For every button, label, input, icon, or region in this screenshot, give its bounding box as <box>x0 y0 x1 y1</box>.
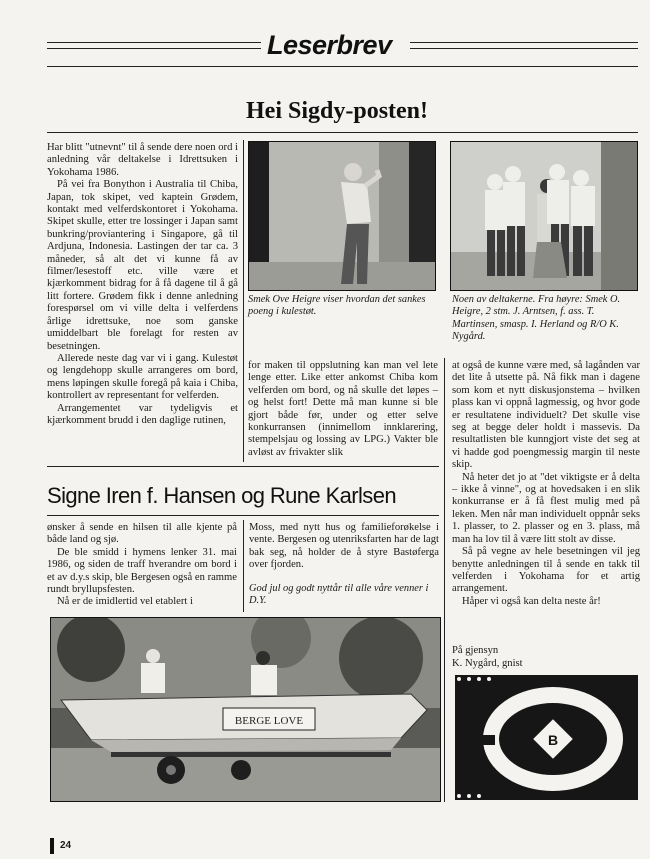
article1-col1-paragraph: På vei fra Bonython i Australia til Chiba, Japan, tok skipet, ved kaptein Grødem, kontakt med velferdskontoret i Yokohama. Skipet skulle, etter tre lossinger i Japan samt bunkring/proviantering i Singapore, gå til Ardjuna, Indonesia. Lastingen der tar ca. 3 måneder, så alt det vi kunne få av filmer/lesestoff etc. ville være et kjærkomment bidrag for å få dagene til å gå litt fortere. Grødem fikk i denne anledning forespørsel om vi ville delta i velferdens årlige idrettsuke, noe som ganske umiddelbart ble forelagt for resten av besetningen. <box>47 179 238 352</box>
header-rule-right-top <box>410 42 638 43</box>
team-caption: Noen av deltakerne. Fra høyre: Smek O. Heigre, 2 stm. J. Arntsen, f. ass. T. Martinsen, smasp. I. Herland og R/O K. Nygård. <box>452 294 621 343</box>
section-title: Leserbrev <box>267 30 392 60</box>
article1-column1 <box>47 142 238 462</box>
article2-column2 <box>249 522 439 572</box>
article2-col1-paragraph: De ble smidd i hymens lenker 31. mai 1986, og siden de traff hverandre om bord i et av d.y.s skip, ble Bergesen også en ramme rundt bryllupsfesten. <box>47 546 237 596</box>
article1-column2 <box>248 360 438 464</box>
article1-col1-paragraph: Har blitt "utnevnt" til å sende dere noen ord i anledning vår deltakelse i Idrettsuken i Yokohama 1986. <box>47 142 238 178</box>
article2-col2-paragraph: Moss, med nytt hus og familieforøkelse i vente. Bergesen og utenriksfarten har de lagt bak seg, nå holder de å styre Bastøferga over fjorden. <box>249 522 439 571</box>
shot-put-caption: Smek Ove Heigre viser hvordan det sankes poeng i kulestøt. <box>248 294 426 318</box>
team-photo <box>450 141 638 291</box>
column-divider <box>243 140 244 462</box>
article1-col3-paragraph: at også de kunne være med, så lagånden var det lite å utsette på. Nå fikk man i dagene som kom et nytt diskusjonstema – hvilken plass kan vi oppnå lagmessig, og hvor gode er resultatene individuelt? Det skulle vise seg at begge deler holdt i massevis. Da resultatlisten ble kunngjort viste det seg at vi hadde god poengmessig margin til neste skip. <box>452 360 640 471</box>
shot-put-photo <box>248 141 436 291</box>
svg-text:B: B <box>547 732 559 748</box>
article1-column3 <box>452 360 640 630</box>
article2-top-rule <box>47 466 439 467</box>
article2-greeting: God jul og godt nyttår til alle våre venner i D.Y. <box>249 583 429 607</box>
signature: K. Nygård, gnist <box>452 658 523 669</box>
signoff: På gjensyn <box>452 645 499 656</box>
wedding-boat-photo <box>50 617 441 802</box>
article1-col3-paragraph: Så på vegne av hele besetningen vil jeg benytte anledningen til å sende en takk til velferden i Yokohama for et artig arrangement. <box>452 546 640 595</box>
header-rule-full <box>47 66 638 67</box>
column-divider <box>444 358 445 802</box>
article2-title: Signe Iren f. Hansen og Rune Karlsen <box>47 483 396 508</box>
header-rule-left-top <box>47 42 261 43</box>
article2-column1 <box>47 522 237 612</box>
article1-title: Hei Sigdy-posten! <box>246 98 429 124</box>
article2-title-rule <box>47 515 439 516</box>
header-rule-left-bottom <box>47 48 261 49</box>
header-rule-right-bottom <box>410 48 638 49</box>
column-divider <box>243 520 244 612</box>
article1-title-rule <box>47 132 638 133</box>
article1-col2-paragraph: for maken til oppslutning kan man vel lete lenge etter. Like etter ankomst Chiba kom velferden om bord, og nå skulle det løpes – og helst fort! Dette må man kunne si ble gjort både før, under og etter selve konkurransen (innimellom innklarering, stempelsjau og lossing av LPG.) Vakter ble avløst av frivakter slik <box>248 360 438 458</box>
article2-col1-paragraph: Nå er de imidlertid vel etablert i <box>57 596 193 608</box>
page-marker <box>50 838 54 854</box>
page-number: 24 <box>60 840 72 851</box>
article1-col3-paragraph: Nå heter det jo at "det viktigste er å delta – ikke å vinne", og at hovedsaken i en slik konkurranse er å få flest mulig med på leken. Men når man individuelt oppnår seks 1. plasser, to 2. plasser og en 3. plass, må man ha lov til å være litt stolt av disse. <box>452 471 640 545</box>
article1-col1-paragraph: Arrangementet var tydeligvis et kjærkomment brudd i den daglige rutinen, <box>47 402 238 426</box>
boat-name-text: BERGE LOVE <box>234 715 304 727</box>
article1-col1-paragraph: Allerede neste dag var vi i gang. Kulestøt og lengdehopp skulle arrangeres om bord, mens løpingen skulle foregå på kaia i Chiba, kontrollert av representant for velferden. <box>47 352 238 402</box>
article2-col1-paragraph: ønsker å sende en hilsen til alle kjente på både land og sjø. <box>47 522 237 546</box>
article1-col3-paragraph: Håper vi også kan delta neste år! <box>462 595 601 607</box>
company-logo <box>455 675 638 800</box>
